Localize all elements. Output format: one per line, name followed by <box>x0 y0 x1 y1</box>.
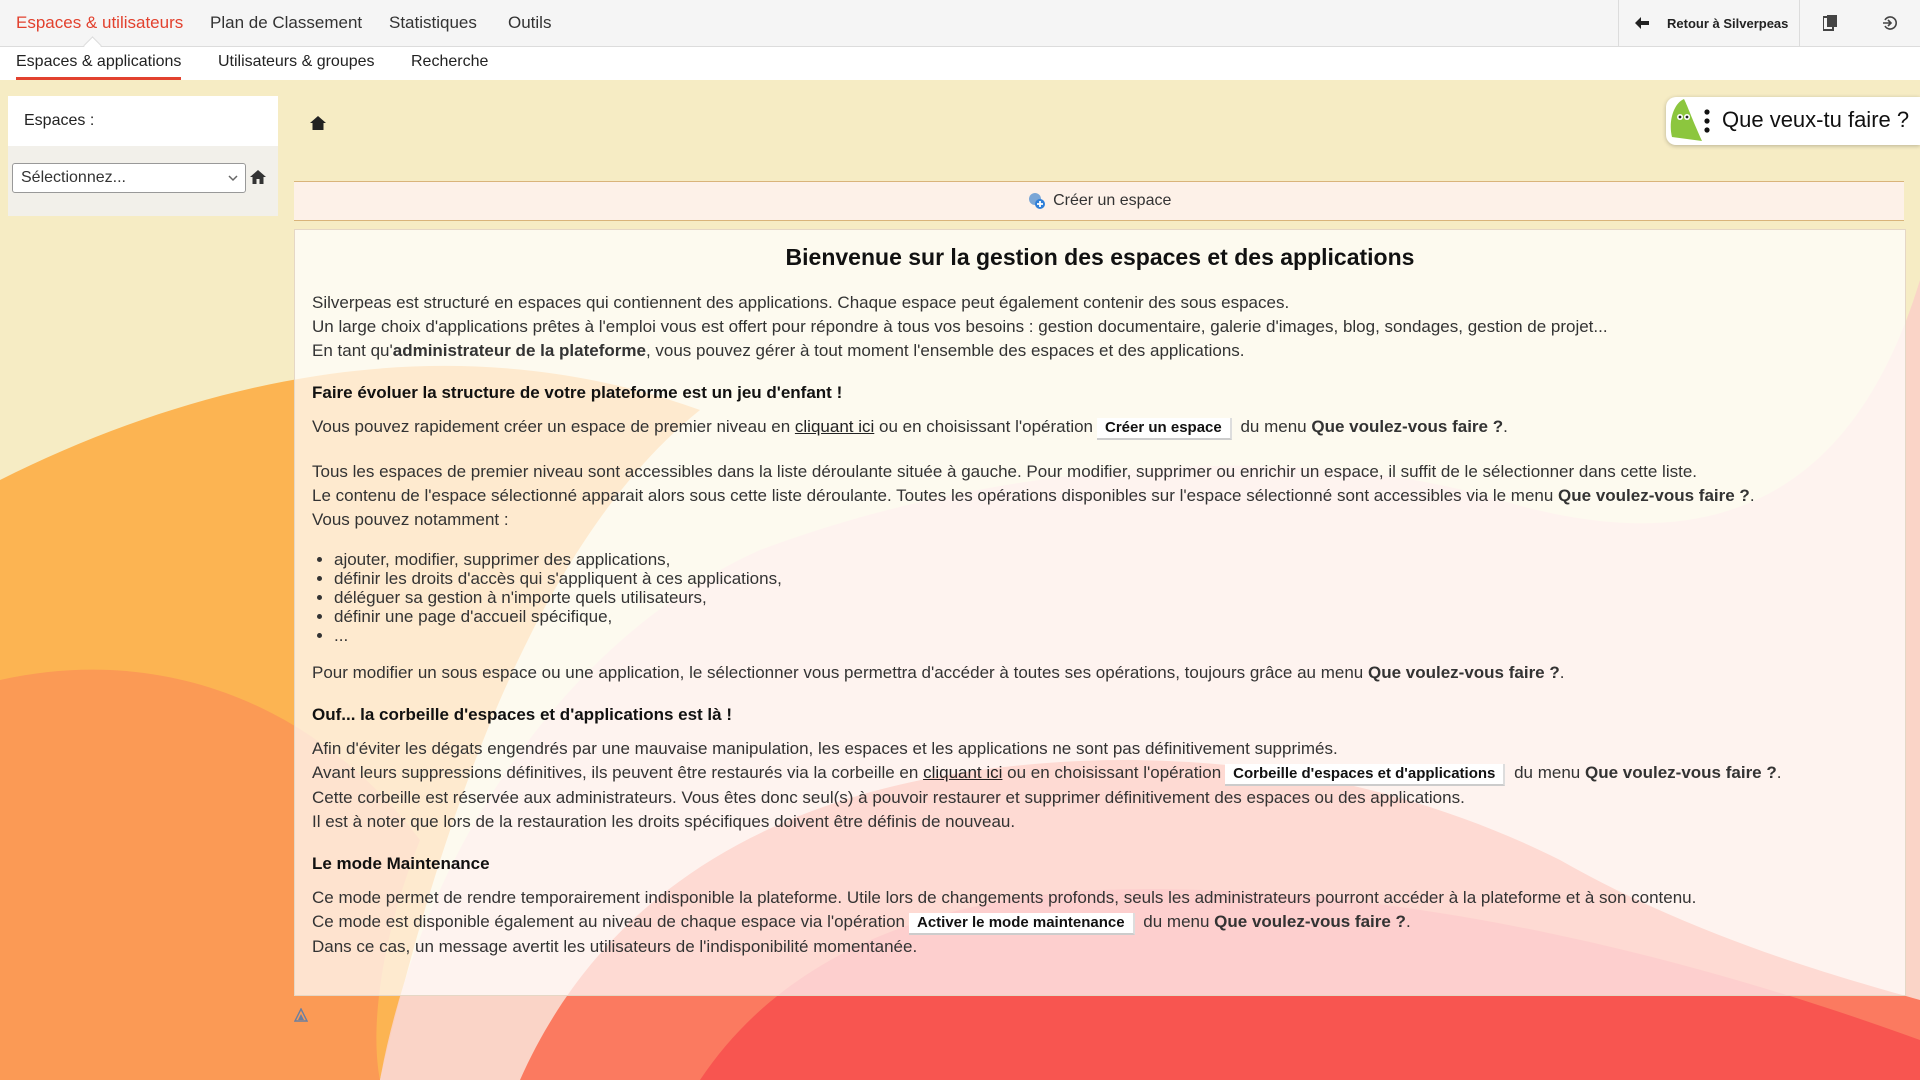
kebab-menu-icon <box>1704 109 1710 133</box>
spaces-sidebar <box>8 96 278 216</box>
section-maintenance-title: Le mode Maintenance <box>312 854 490 873</box>
tab-espaces-applications[interactable]: Espaces & applications <box>16 47 181 80</box>
space-select[interactable] <box>12 163 246 193</box>
space-select-value: Sélectionnez... <box>21 169 126 186</box>
welcome-panel <box>294 229 1906 996</box>
tab-statistiques[interactable]: Statistiques <box>389 13 477 32</box>
section-maintenance-p3: Dans ce cas, un message avertit les utilisateurs de l'indisponibilité momentanée. <box>312 937 918 956</box>
trash-op-button[interactable]: Corbeille d'espaces et d'applications <box>1225 764 1505 786</box>
list-item: • ... <box>334 626 1888 645</box>
section-maintenance-p2: Ce mode est disponible également au niveau de chaque espace via l'opération Activer le mode maintenance du menu Que voulez-vous faire ?. <box>312 910 1888 935</box>
breadcrumb-home-icon[interactable] <box>310 116 326 130</box>
list-item: • définir une page d'accueil spécifique, <box>334 607 1888 626</box>
section-structure-p5: Pour modifier un sous espace ou une application, le sélectionner vous permettra d'accéder à toutes ses opérations, toujours grâce au menu Que voulez-vous faire ?. <box>312 663 1565 682</box>
section-structure-p3: Le contenu de l'espace sélectionné apparait alors sous cette liste déroulante. Toutes les opérations disponibles sur l'espace sélectionné sont accessibles via le menu Que voulez-vous faire ?. <box>312 486 1755 505</box>
back-to-silverpeas-button[interactable] <box>1618 0 1800 46</box>
list-item: • déléguer sa gestion à n'importe quels utilisateurs, <box>334 588 1888 607</box>
section-trash-p4: Il est à noter que lors de la restauration les droits spécifiques doivent être définis de nouveau. <box>312 812 1016 831</box>
maintenance-op-button[interactable]: Activer le mode maintenance <box>909 913 1135 935</box>
silverpeas-logo-icon <box>294 1008 308 1022</box>
list-item: • définir les droits d'accès qui s'appliquent à ces applications, <box>334 569 1888 588</box>
logout-icon <box>1882 15 1898 31</box>
back-to-silverpeas-label: Retour à Silverpeas <box>1667 15 1789 31</box>
list-item: • ajouter, modifier, supprimer des applications, <box>334 550 1888 569</box>
chevron-down-icon <box>227 170 239 186</box>
section-structure-p2: Tous les espaces de premier niveau sont accessibles dans la liste déroulante située à gauche. Pour modifier, supprimer ou enrichir un espace, il suffit de le sélectionner dans cette liste. <box>312 462 1698 481</box>
create-space-link[interactable]: cliquant ici <box>794 417 875 436</box>
section-trash-p3: Cette corbeille est réservée aux administrateurs. Vous êtes donc seul(s) à pouvoir restaurer et supprimer définitivement des espaces ou des applications. <box>312 788 1465 807</box>
section-trash-p2: Avant leurs suppressions définitives, ils peuvent être restaurés via la corbeille en cliquant ici ou en choisissant l'opération Corbeille d'espaces et d'applications du menu Que voulez-vous faire ?. <box>312 761 1888 786</box>
create-space-label: Créer un espace <box>1053 192 1172 209</box>
intro-line-1: Silverpeas est structuré en espaces qui contiennent des applications. Chaque espace peut également contenir des sous espaces. <box>312 293 1290 312</box>
section-maintenance-p1: Ce mode permet de rendre temporairement indisponible la plateforme. Utile lors de changements profonds, seuls les administrateurs pourront accéder à la plateforme et à son contenu. <box>312 888 1697 907</box>
spaces-title: Espaces : <box>8 96 278 146</box>
section-trash-p1: Afin d'éviter les dégats engendrés par une mauvaise manipulation, les espaces et les applications ne sont pas définitivement supprimés. <box>312 739 1338 758</box>
mascot-icon <box>1666 97 1706 145</box>
create-space-bar[interactable] <box>294 181 1904 221</box>
operations-list <box>334 550 1888 645</box>
tab-recherche[interactable]: Recherche <box>411 53 489 70</box>
clipboard-icon <box>1823 15 1837 31</box>
section-trash-title: Ouf... la corbeille d'espaces et d'applications est là ! <box>312 705 732 724</box>
tab-plan-de-classement[interactable]: Plan de Classement <box>210 13 363 32</box>
operations-menu-label: Que veux-tu faire ? <box>1722 107 1910 132</box>
clipboard-button[interactable] <box>1800 0 1860 46</box>
top-nav <box>0 0 1920 47</box>
intro-line-2: Un large choix d'applications prêtes à l'emploi vous est offert pour répondre à tous vos besoins : gestion documentaire, galerie d'images, blog, sondages, gestion de projet... <box>312 317 1608 336</box>
intro-line-3: En tant qu'administrateur de la plateforme, vous pouvez gérer à tout moment l'ensemble des espaces et des applications. <box>312 341 1245 360</box>
page-title: Bienvenue sur la gestion des espaces et des applications <box>785 244 1415 270</box>
trash-link[interactable]: cliquant ici <box>923 763 1003 782</box>
tab-outils[interactable]: Outils <box>508 13 552 32</box>
section-structure-title: Faire évoluer la structure de votre plateforme est un jeu d'enfant ! <box>312 383 843 402</box>
add-space-icon <box>1027 191 1047 211</box>
section-structure-p4: Vous pouvez notamment : <box>312 510 509 529</box>
section-structure-p1: Vous pouvez rapidement créer un espace de premier niveau en cliquant ici ou en choisissant l'opération Créer un espace du menu Que voulez-vous faire ?. <box>312 415 1888 440</box>
tab-utilisateurs-groupes[interactable]: Utilisateurs & groupes <box>218 53 375 70</box>
toolbar-right <box>1618 0 1920 47</box>
create-space-op-button[interactable]: Créer un espace <box>1097 418 1232 440</box>
tab-espaces-utilisateurs[interactable]: Espaces & utilisateurs <box>16 13 184 32</box>
logout-button[interactable] <box>1860 0 1920 46</box>
operations-menu-button[interactable] <box>1666 97 1920 145</box>
arrow-left-icon <box>1635 17 1649 29</box>
sub-nav <box>0 47 1920 80</box>
home-icon[interactable] <box>250 170 266 184</box>
